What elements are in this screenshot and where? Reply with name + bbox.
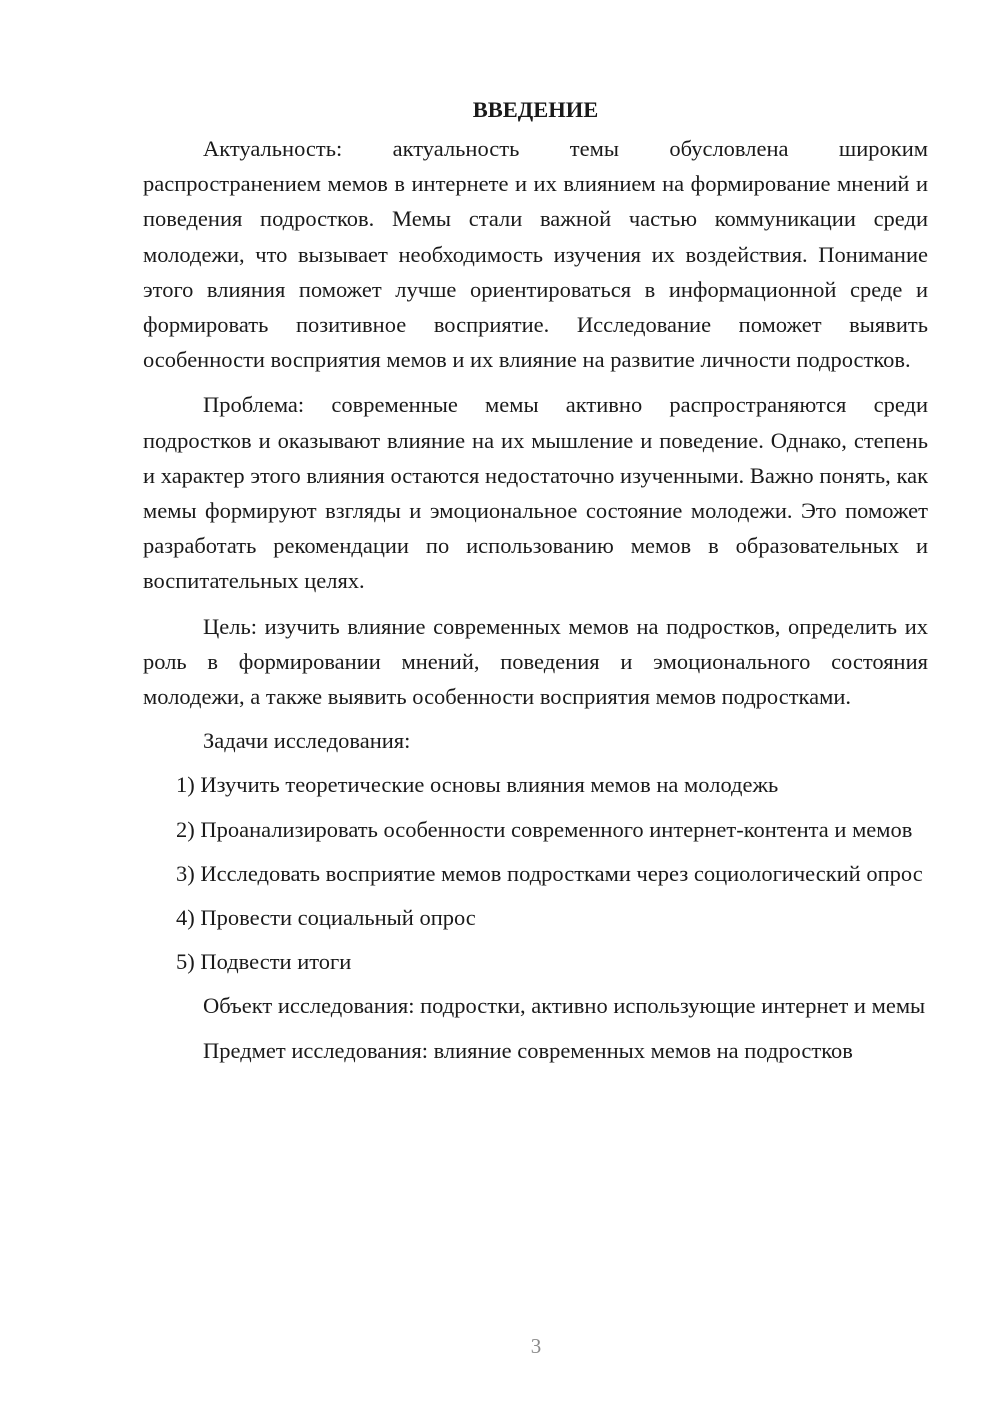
tasks-list <box>143 767 928 979</box>
task-item-3: 3) Исследовать восприятие мемов подростками через социологический опрос <box>176 860 923 886</box>
task-item-1: 1) Изучить теоретические основы влияния мемов на молодежь <box>176 772 779 798</box>
relevance-paragraph: Актуальность: актуальность темы обусловлена широким распространением мемов в интернете и их влиянием на формирование мнений и поведения подростков. Мемы стали важной частью коммуникации среди молодежи, что вызывает необходимость изучения их воздействия. Понимание этого влияния поможет лучше ориентироваться в информационной среде и формировать позитивное восприятие. Исследование поможет выявить особенности восприятия мемов и их влияние на развитие личности подростков. <box>143 136 928 373</box>
page-title: ВВЕДЕНИЕ <box>472 97 599 122</box>
document-page <box>143 92 928 1068</box>
tasks-heading: Задачи исследования: <box>203 728 411 754</box>
object-paragraph: Объект исследования: подростки, активно использующие интернет и мемы <box>203 993 926 1019</box>
task-item-2: 2) Проанализировать особенности современного интернет-контента и мемов <box>176 816 913 842</box>
task-item-4: 4) Провести социальный опрос <box>176 905 476 931</box>
task-item-5: 5) Подвести итоги <box>176 949 352 975</box>
goal-paragraph: Цель: изучить влияние современных мемов на подростков, определить их роль в формировании мнений, поведения и эмоционального состояния молодежи, а также выявить особенности восприятия мемов подростками. <box>143 613 928 710</box>
subject-paragraph: Предмет исследования: влияние современных мемов на подростков <box>203 1037 853 1063</box>
page-number: 3 <box>530 1334 542 1358</box>
problem-paragraph: Проблема: современные мемы активно распространяются среди подростков и оказывают влияние на их мышление и поведение. Однако, степень и характер этого влияния остаются недостаточно изученными. Важно понять, как мемы формируют взгляды и эмоциональное состояние молодежи. Это поможет разработать рекомендации по использованию мемов в образовательных и воспитательных целях. <box>143 392 928 594</box>
